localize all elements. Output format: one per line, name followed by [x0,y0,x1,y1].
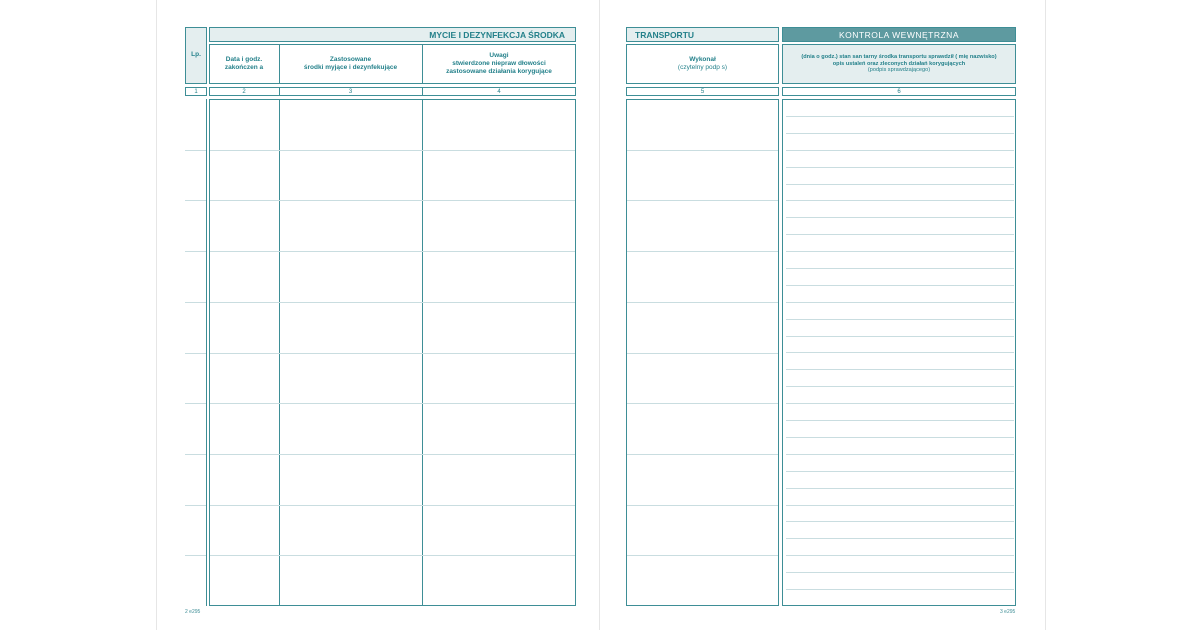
transport-title-text: TRANSPORTU [635,29,695,40]
section-title-transport [626,27,779,42]
writing-line [786,420,1014,421]
writing-line [786,167,1014,168]
table-row-line [210,353,575,354]
header-remarks-label: Uwagi stwierdzone niepraw dłowości zastosowane działania korygujące [446,51,552,76]
col-number-text: 4 [497,88,501,95]
header-inspection [782,44,1016,84]
header-agents-label: Zastosowane środki myjące i dezynfekujące [303,55,398,71]
table-row-line [210,251,575,252]
header-performed-label: Wykonał [689,55,716,63]
table-row-line [210,454,575,455]
writing-line [786,538,1014,539]
writing-line [786,386,1014,387]
writing-line [786,217,1014,218]
table-row-line [627,403,778,404]
lp-row-line [185,302,206,303]
col-number-5 [626,87,779,96]
lp-row-line [185,505,206,506]
header-inspection-sub: (podpis sprawdzającego) [867,67,931,74]
writing-line [786,336,1014,337]
table-row-line [627,150,778,151]
col-number-1 [185,87,207,96]
writing-line [786,319,1014,320]
table-row-line [627,302,778,303]
table-row-line [210,403,575,404]
section-title-washing [209,27,576,42]
writing-line [786,251,1014,252]
writing-line [786,403,1014,404]
table-row-line [210,200,575,201]
section-title-control [782,27,1016,42]
writing-line [786,285,1014,286]
writing-line [786,505,1014,506]
control-title-text: KONTROLA WEWNĘTRZNA [838,29,959,40]
writing-line [786,133,1014,134]
header-performed-sub: (czytelny podp s) [677,64,728,71]
lp-row-line [185,251,206,252]
writing-line [786,302,1014,303]
table-row-line [210,150,575,151]
lp-row-line [185,454,206,455]
writing-line [786,116,1014,117]
writing-line [786,521,1014,522]
header-agents [279,44,422,84]
table-row-line [210,302,575,303]
header-date-label: Data i godz. zakończen a [224,55,264,71]
right-footer: 3 e295 [1000,609,1016,615]
col-number-4 [422,87,576,96]
header-inspection-label: (dnia o godz.) stan san tarny środka transportu sprawdził ( mię nazwisko) opis ustaleń oraz zleconych działań korygujących [801,53,997,67]
writing-line [786,234,1014,235]
table-row-line [627,454,778,455]
col-number-text: 1 [194,88,198,95]
lp-label: Lp. [191,51,201,59]
col-number-6 [782,87,1016,96]
writing-line [786,369,1014,370]
writing-line [786,471,1014,472]
col-number-text: 5 [700,88,705,95]
col-number-text: 2 [242,88,246,95]
table-row-line [627,353,778,354]
table-row-line [210,505,575,506]
writing-line [786,454,1014,455]
col-number-text: 3 [348,88,353,95]
header-remarks [422,44,576,84]
lp-row-line [185,403,206,404]
writing-line [786,352,1014,353]
lp-row-line [185,200,206,201]
col-number-2 [209,87,279,96]
lp-row-line [185,555,206,556]
header-performed-by [626,44,779,84]
table-row-line [627,505,778,506]
lp-header [185,27,207,84]
left-footer: 2 e295 [185,609,201,615]
table-row-line [627,555,778,556]
writing-line [786,572,1014,573]
col-number-3 [279,87,422,96]
writing-line [786,437,1014,438]
writing-line [786,184,1014,185]
writing-line [786,488,1014,489]
table-row-line [627,251,778,252]
section-title-text: MYCIE I DEZYNFEKCJA ŚRODKA [429,29,565,40]
writing-line [786,200,1014,201]
writing-line [786,589,1014,590]
table-row-line [627,200,778,201]
writing-line [786,555,1014,556]
lp-row-line [185,150,206,151]
col-number-text: 6 [897,88,901,95]
table-row-line [210,555,575,556]
lp-row-line [185,353,206,354]
writing-line [786,150,1014,151]
writing-line [786,268,1014,269]
header-date [209,44,279,84]
